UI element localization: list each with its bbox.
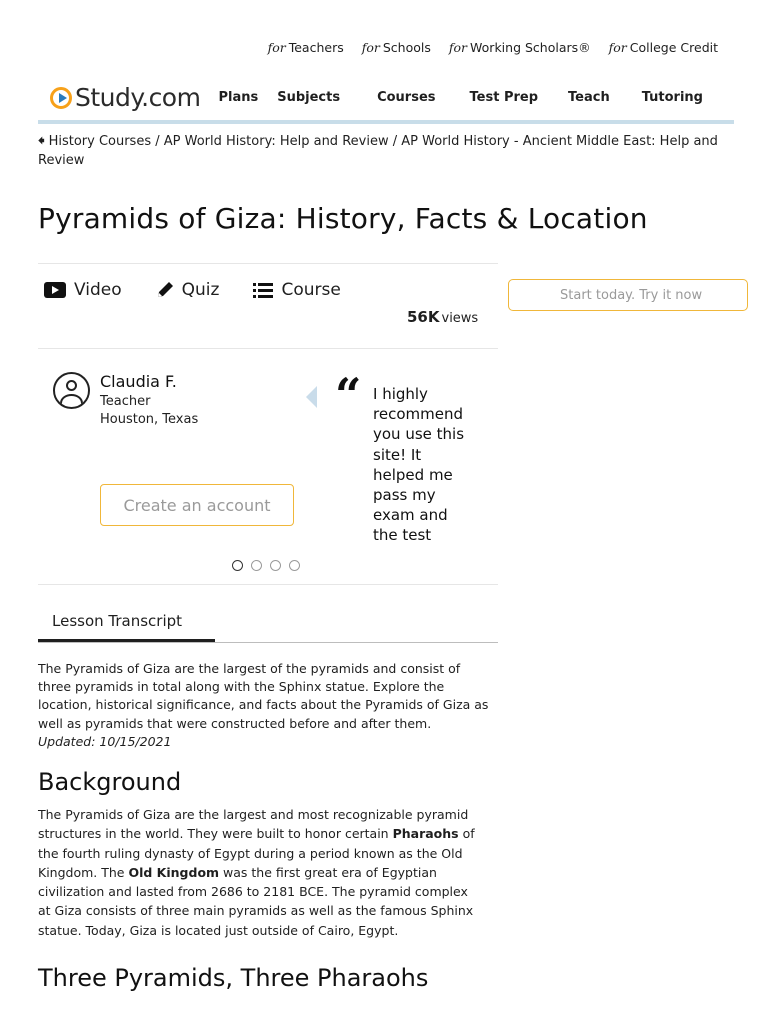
- tab-video-label: Video: [74, 280, 122, 300]
- start-today-input[interactable]: [508, 279, 748, 311]
- tab-quiz[interactable]: [156, 280, 220, 300]
- tab-quiz-label: Quiz: [181, 280, 220, 300]
- testimonial-name: Claudia F.: [100, 372, 177, 391]
- tab-course-label: Course: [281, 280, 341, 300]
- nav-plans[interactable]: Plans: [218, 89, 259, 105]
- background-paragraph: The Pyramids of Giza are the largest and most recognizable pyramid structures in the world. They were built to honor certain Pharaohs of the fourth ruling dynasty of Egypt during a period known as the Old Kingdom. The Old Kingdom was the first great era of Egyptian civilization and lasted from 2686 to 2181 BCE. The pyramid complex at Giza consists of three main pyramids as well as the famous Sphinx statue. Today, Giza is located just outside of Cairo, Egypt.: [38, 807, 475, 938]
- view-count-label: views: [441, 311, 479, 326]
- testimonial-role: Teacher: [100, 394, 151, 409]
- breadcrumb-separator: /: [151, 134, 164, 149]
- carousel-dot-2[interactable]: [251, 560, 262, 571]
- breadcrumb-item[interactable]: AP World History: Help and Review: [163, 134, 389, 149]
- background-heading: Background: [38, 768, 182, 796]
- page-title: Pyramids of Giza: History, Facts & Location: [38, 202, 648, 235]
- breadcrumb-separator: /: [388, 134, 402, 149]
- view-count: [407, 308, 478, 326]
- carousel-dot-3[interactable]: [270, 560, 281, 571]
- breadcrumb-item[interactable]: History Courses: [48, 134, 152, 149]
- pencil-icon: [156, 281, 174, 299]
- site-header: [50, 72, 734, 122]
- divider: [38, 584, 498, 585]
- logo-text: Study.com: [75, 82, 201, 112]
- top-link-working-scholars[interactable]: for Working Scholars®: [448, 40, 591, 55]
- create-account-button[interactable]: Create an account: [100, 484, 294, 526]
- breadcrumb: [38, 132, 738, 170]
- breadcrumb-item[interactable]: AP World History - Ancient Middle East: Help and Review: [38, 134, 718, 168]
- site-logo[interactable]: [50, 83, 200, 112]
- divider: [38, 348, 498, 349]
- media-tabs: [44, 280, 341, 300]
- tab-lesson-transcript[interactable]: Lesson Transcript: [38, 612, 215, 642]
- header-divider: [38, 120, 734, 124]
- three-pyramids-heading: Three Pyramids, Three Pharaohs: [38, 964, 429, 992]
- carousel-dot-4[interactable]: [289, 560, 300, 571]
- video-icon: [44, 282, 66, 298]
- top-links: [268, 40, 718, 55]
- testimonial-quote: I highly recommend you use this site! It helped me pass my exam and the test: [373, 385, 465, 545]
- top-link-schools[interactable]: for Schools: [361, 40, 431, 55]
- lesson-summary: The Pyramids of Giza are the largest of the pyramids and consist of three pyramids in total along with the Sphinx statue. Explore the location, historical significance, and facts about the Pyramids of Giza as well as pyramids that were constructed before and after them.: [38, 661, 489, 731]
- tab-course[interactable]: [253, 280, 340, 300]
- view-count-value: 56K: [407, 308, 440, 326]
- user-avatar-icon: [53, 372, 90, 409]
- carousel-dots: [232, 560, 300, 571]
- term-pharaohs: Pharaohs: [392, 826, 459, 842]
- top-link-college-credit[interactable]: for College Credit: [608, 40, 718, 55]
- main-nav: [218, 90, 703, 105]
- nav-test-prep[interactable]: Test Prep: [469, 89, 539, 105]
- nav-subjects[interactable]: Subjects: [277, 89, 341, 105]
- start-today-placeholder: Start today. Try it now: [560, 287, 703, 303]
- divider: [38, 263, 498, 264]
- term-old-kingdom: Old Kingdom: [128, 864, 220, 880]
- tab-video[interactable]: [44, 280, 122, 300]
- nav-teach[interactable]: Teach: [568, 89, 610, 105]
- arrow-left-icon: 🠸: [38, 134, 45, 149]
- top-link-teachers[interactable]: for Teachers: [267, 40, 344, 55]
- nav-tutoring[interactable]: Tutoring: [641, 89, 703, 105]
- updated-date: Updated: 10/15/2021: [38, 734, 172, 749]
- carousel-prev-icon[interactable]: [306, 386, 317, 408]
- list-icon: [253, 282, 273, 298]
- tab-underline: [38, 642, 498, 643]
- testimonial-location: Houston, Texas: [100, 412, 199, 427]
- quote-icon: “: [335, 368, 362, 422]
- play-logo-icon: [50, 87, 72, 109]
- nav-courses[interactable]: Courses: [377, 89, 436, 105]
- carousel-dot-1[interactable]: [232, 560, 243, 571]
